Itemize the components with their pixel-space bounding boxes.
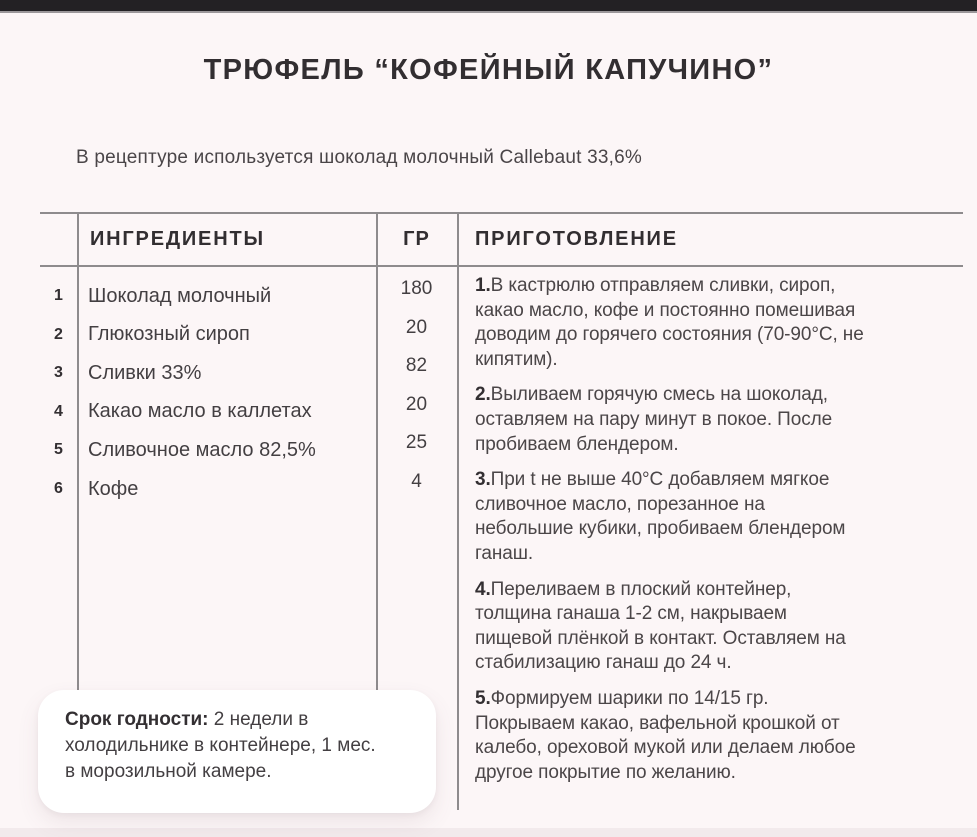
ingredient-row bbox=[40, 316, 457, 354]
top-bar bbox=[0, 0, 977, 13]
preparation-column-header: ПРИГОТОВЛЕНИЕ bbox=[475, 228, 678, 250]
ingredient-number: 6 bbox=[54, 480, 63, 497]
preparation-step-line: небольшие кубики, пробиваем блендером bbox=[475, 518, 846, 540]
preparation-step-line: 1.В кастрюлю отправляем сливки, сироп, bbox=[475, 275, 836, 296]
ingredient-number: 4 bbox=[54, 402, 63, 420]
ingredient-name: Шоколад молочный bbox=[88, 284, 272, 307]
ingredient-name: Кофе bbox=[88, 477, 139, 500]
ingredient-name: Глюкозный сироп bbox=[88, 323, 250, 346]
table-vertical-rule-preparation bbox=[457, 212, 459, 810]
grams-column-header: ГР bbox=[403, 228, 430, 250]
ingredient-name: Какао масло в каллетах bbox=[88, 400, 312, 423]
preparation-step-line: сливочное масло, порезанное на bbox=[475, 493, 765, 515]
preparation-steps bbox=[475, 274, 963, 796]
preparation-step-line: пищевой плёнкой в контакт. Оставляем на bbox=[475, 627, 846, 649]
preparation-step-line: оставляем на пару минут в покое. После bbox=[475, 408, 833, 430]
preparation-step-line: 2.Выливаем горячую смесь на шоколад, bbox=[475, 384, 828, 406]
ingredient-grams: 25 bbox=[405, 432, 428, 454]
ingredient-grams: 180 bbox=[400, 278, 433, 299]
preparation-step-line: толщина ганаша 1-2 см, накрываем bbox=[475, 603, 787, 625]
ingredient-number: 3 bbox=[54, 364, 63, 382]
ingredient-number: 5 bbox=[54, 441, 63, 459]
preparation-step-line: пробиваем блендером. bbox=[475, 433, 679, 455]
ingredient-row bbox=[40, 470, 457, 508]
preparation-step-line: стабилизацию ганаш до 24 ч. bbox=[475, 652, 732, 674]
ingredient-number: 1 bbox=[54, 287, 63, 304]
preparation-step-line: Покрываем какао, вафельной крошкой от bbox=[475, 712, 840, 734]
preparation-step bbox=[475, 468, 963, 566]
ingredient-row bbox=[40, 354, 457, 392]
preparation-step-line: какао масло, кофе и постоянно помешивая bbox=[475, 299, 856, 321]
ingredient-grams: 82 bbox=[405, 355, 428, 377]
preparation-step bbox=[475, 383, 963, 457]
ingredient-grams: 20 bbox=[405, 316, 428, 338]
preparation-step-line: доводим до горячего состояния (70-90°С, не bbox=[475, 324, 864, 346]
ingredient-row bbox=[40, 431, 457, 469]
ingredient-number: 2 bbox=[54, 325, 63, 343]
preparation-step-line: 4.Переливаем в плоский контейнер, bbox=[475, 578, 792, 600]
page-subtitle: В рецептуре используется шоколад молочный Callebaut 33,6% bbox=[76, 147, 642, 168]
step-number: 2. bbox=[475, 384, 491, 406]
ingredient-row bbox=[40, 277, 457, 315]
shelf-life-label: Срок годности: bbox=[65, 709, 209, 730]
shelf-life-text: Срок годности: 2 недели в холодильнике в контейнере, 1 мес. в морозильной камере. bbox=[65, 709, 376, 782]
step-number: 1. bbox=[475, 275, 491, 296]
preparation-step-line: калебо, ореховой мукой или делаем любое bbox=[475, 737, 856, 759]
step-number: 3. bbox=[475, 469, 491, 491]
preparation-step-line: кипятим). bbox=[475, 348, 558, 370]
preparation-step bbox=[475, 274, 963, 372]
page-title: ТРЮФЕЛЬ “КОФЕЙНЫЙ КАПУЧИНО” bbox=[203, 54, 774, 86]
step-number: 5. bbox=[475, 687, 491, 709]
preparation-step-line: 5.Формируем шарики по 14/15 гр. bbox=[475, 687, 769, 709]
ingredients-column-header: ИНГРЕДИЕНТЫ bbox=[90, 228, 265, 250]
shelf-life-card bbox=[38, 690, 436, 813]
ingredient-row bbox=[40, 393, 457, 431]
preparation-step-line: ганаш. bbox=[475, 542, 534, 564]
ingredient-grams: 4 bbox=[411, 471, 422, 492]
preparation-step-line: другое покрытие по желанию. bbox=[475, 761, 736, 783]
step-number: 4. bbox=[475, 578, 491, 600]
ingredient-name: Сливки 33% bbox=[88, 361, 202, 384]
ingredient-grams: 20 bbox=[405, 393, 428, 415]
ingredient-name: Сливочное масло 82,5% bbox=[88, 438, 316, 461]
preparation-step bbox=[475, 578, 963, 676]
preparation-step bbox=[475, 687, 963, 785]
preparation-step-line: 3.При t не выше 40°С добавляем мягкое bbox=[475, 469, 830, 491]
